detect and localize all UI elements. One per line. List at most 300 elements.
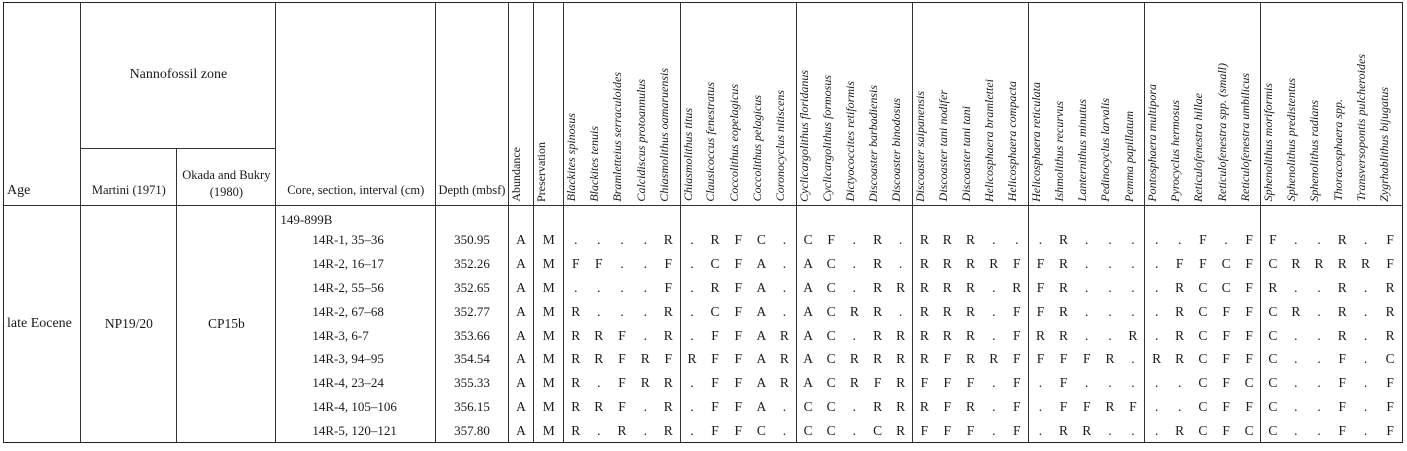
species-occurrence: R — [889, 276, 912, 300]
species-occurrence: R — [1291, 255, 1301, 271]
species-occurrence: . — [620, 232, 624, 248]
species-occurrence: R — [657, 300, 680, 324]
species-occurrence: R — [657, 228, 680, 252]
species-occurrence: C — [826, 303, 836, 319]
species-occurrence: . — [1108, 423, 1112, 439]
species-occurrence: . — [1038, 375, 1043, 391]
species-occurrence: R — [594, 399, 604, 415]
species-occurrence: . — [597, 423, 601, 439]
species-occurrence: F — [1005, 252, 1028, 276]
species-occurrence: . — [773, 228, 796, 252]
species-occurrence: R — [1385, 303, 1395, 319]
species-occurrence: C — [1198, 351, 1208, 367]
species-occurrence: . — [773, 300, 796, 324]
species-occurrence: A — [756, 327, 767, 343]
species-occurrence: . — [690, 279, 694, 295]
species-occurrence: F — [1386, 232, 1394, 248]
species-name: Coccolithus eopelagicus — [726, 83, 741, 202]
species-occurrence: . — [1154, 303, 1159, 319]
species-occurrence: F — [1386, 399, 1394, 415]
species-occurrence: . — [992, 375, 996, 391]
species-occurrence: . — [852, 327, 857, 343]
species-occurrence: . — [1108, 375, 1112, 391]
species-occurrence: R — [571, 423, 581, 439]
species-occurrence: C — [803, 399, 813, 415]
species-occurrence: R — [571, 327, 581, 343]
species-occurrence: . — [852, 232, 857, 248]
species-occurrence: F — [1269, 232, 1277, 248]
species-occurrence: F — [1386, 375, 1394, 391]
species-occurrence: F — [1222, 375, 1230, 391]
species-name: Helicosphaera reticulata — [1029, 81, 1044, 202]
species-occurrence: F — [1036, 351, 1045, 367]
species-occurrence: . — [643, 232, 647, 248]
species-name: Bramletteius serraculoides — [610, 71, 625, 202]
species-occurrence: F — [1059, 375, 1068, 391]
species-occurrence: F — [657, 252, 680, 276]
species-occurrence: . — [1005, 228, 1028, 252]
species-occurrence: . — [1038, 423, 1043, 439]
depth-value: 352.77 — [436, 300, 509, 324]
species-occurrence: C — [1198, 423, 1208, 439]
species-occurrence: R — [1175, 351, 1185, 367]
abundance-value: A — [508, 276, 533, 300]
species-occurrence: R — [966, 327, 976, 343]
species-occurrence: C — [826, 375, 836, 391]
species-occurrence: R — [1035, 327, 1045, 343]
core-interval: 14R-3, 6-7 — [276, 324, 436, 348]
species-occurrence: . — [597, 232, 601, 248]
species-occurrence: R — [966, 232, 976, 248]
species-name: Reticulofenestra hillae — [1191, 92, 1206, 202]
species-occurrence: . — [690, 255, 694, 271]
species-occurrence: C — [803, 423, 813, 439]
species-name: Lanternithus minutus — [1075, 99, 1090, 202]
species-occurrence: R — [989, 255, 999, 271]
species-occurrence: F — [711, 351, 719, 367]
species-occurrence: R — [1175, 279, 1185, 295]
species-occurrence: R — [919, 303, 929, 319]
species-occurrence: F — [1199, 232, 1207, 248]
species-occurrence: R — [1361, 255, 1371, 271]
species-occurrence: R — [919, 255, 929, 271]
species-occurrence: . — [1154, 399, 1159, 415]
table-frame — [3, 2, 1403, 443]
species-occurrence: R — [873, 303, 883, 319]
species-occurrence: . — [1177, 399, 1182, 415]
species-occurrence: . — [643, 255, 647, 271]
species-occurrence: F — [1122, 395, 1145, 419]
species-occurrence: R — [1337, 232, 1347, 248]
species-occurrence: F — [1238, 347, 1261, 371]
species-occurrence: C — [1238, 371, 1261, 395]
species-occurrence: R — [919, 232, 929, 248]
species-occurrence: R — [919, 351, 929, 367]
species-occurrence: . — [1108, 303, 1112, 319]
species-occurrence: . — [620, 303, 624, 319]
species-occurrence: R — [773, 347, 796, 371]
species-occurrence: F — [711, 375, 719, 391]
species-occurrence: R — [1175, 423, 1185, 439]
species-occurrence: F — [734, 255, 742, 271]
species-occurrence: R — [966, 399, 976, 415]
species-occurrence: F — [734, 375, 742, 391]
species-occurrence: F — [1005, 324, 1028, 348]
core-interval: 14R-2, 55–56 — [276, 276, 436, 300]
species-name: Pedinocyclus larvalis — [1098, 97, 1113, 202]
species-occurrence: F — [1338, 423, 1347, 439]
species-occurrence: A — [756, 351, 767, 367]
species-name: Pemma papillatum — [1121, 110, 1136, 202]
abundance-value: A — [508, 228, 533, 252]
species-occurrence: F — [1175, 255, 1184, 271]
species-occurrence: F — [734, 303, 742, 319]
species-occurrence: . — [1108, 232, 1112, 248]
species-occurrence: F — [1222, 423, 1230, 439]
species-occurrence: . — [643, 423, 647, 439]
species-occurrence: . — [1122, 300, 1145, 324]
species-name: Reticulofenestra umbilicus — [1237, 73, 1252, 202]
species-occurrence: R — [1005, 276, 1028, 300]
species-occurrence: F — [1199, 255, 1207, 271]
species-occurrence: . — [1154, 232, 1159, 248]
species-occurrence: R — [873, 279, 883, 295]
species-occurrence: . — [1363, 399, 1368, 415]
species-occurrence: C — [1198, 375, 1208, 391]
species-occurrence: F — [920, 423, 929, 439]
species-occurrence: R — [873, 351, 883, 367]
species-occurrence: . — [1154, 375, 1159, 391]
species-occurrence: . — [889, 300, 912, 324]
species-occurrence: F — [734, 423, 742, 439]
species-name: Discoaster tani nodifer — [935, 90, 950, 202]
species-occurrence: R — [657, 371, 680, 395]
species-name: Helicosphaera bramlettei — [982, 78, 997, 202]
species-occurrence: R — [942, 255, 952, 271]
species-occurrence: F — [1222, 399, 1230, 415]
abundance-value: A — [508, 347, 533, 371]
species-occurrence: R — [889, 419, 912, 443]
species-occurrence: F — [943, 423, 952, 439]
species-name: Ishmolithus recurvus — [1051, 100, 1066, 202]
species-occurrence: F — [943, 351, 952, 367]
species-occurrence: R — [640, 351, 650, 367]
species-occurrence: . — [1363, 279, 1368, 295]
species-occurrence: . — [1317, 327, 1321, 343]
species-occurrence: . — [1317, 399, 1321, 415]
species-occurrence: R — [966, 351, 976, 367]
species-occurrence: . — [643, 303, 647, 319]
species-name: Pontosphaera multipora — [1145, 83, 1160, 202]
species-occurrence: F — [1222, 303, 1230, 319]
species-occurrence: R — [889, 371, 912, 395]
core-header: Core, section, interval (cm) — [276, 2, 436, 205]
abundance-value: A — [508, 419, 533, 443]
species-occurrence: F — [1386, 255, 1394, 271]
species-occurrence: R — [1105, 399, 1115, 415]
species-occurrence: C — [1198, 399, 1208, 415]
species-occurrence: F — [873, 375, 882, 391]
core-interval: 14R-2, 16–17 — [276, 252, 436, 276]
species-occurrence: R — [710, 232, 720, 248]
species-occurrence: F — [1238, 276, 1261, 300]
species-occurrence: . — [1122, 419, 1145, 443]
preservation-value: M — [534, 228, 564, 252]
species-occurrence: F — [1238, 300, 1261, 324]
species-occurrence: . — [1154, 255, 1159, 271]
species-occurrence: . — [1317, 232, 1321, 248]
species-occurrence: . — [1085, 303, 1089, 319]
species-occurrence: C — [756, 423, 766, 439]
species-occurrence: . — [1363, 375, 1368, 391]
species-occurrence: R — [1337, 279, 1347, 295]
species-name: Pyrocyclus hermosus — [1168, 99, 1183, 202]
species-occurrence: R — [942, 232, 952, 248]
hole-label: 149-899B — [276, 205, 436, 228]
species-occurrence: . — [574, 279, 578, 295]
species-occurrence: . — [1122, 371, 1145, 395]
species-occurrence: . — [1363, 423, 1368, 439]
species-occurrence: . — [1363, 303, 1368, 319]
species-occurrence: R — [617, 423, 627, 439]
species-occurrence: . — [1122, 276, 1145, 300]
species-occurrence: F — [1238, 324, 1261, 348]
species-occurrence: F — [734, 327, 742, 343]
species-occurrence: . — [643, 279, 647, 295]
species-occurrence: R — [1291, 303, 1301, 319]
depth-value: 357.80 — [436, 419, 509, 443]
species-occurrence: C — [1268, 399, 1278, 415]
species-occurrence: . — [690, 303, 694, 319]
age-value: late Eocene — [3, 205, 81, 443]
preservation-value: M — [534, 252, 564, 276]
species-occurrence: R — [1152, 351, 1162, 367]
core-interval: 14R-3, 94–95 — [276, 347, 436, 371]
species-occurrence: . — [1085, 255, 1089, 271]
species-occurrence: R — [1268, 279, 1278, 295]
species-occurrence: R — [873, 327, 883, 343]
species-name: Thoracosphaera spp. — [1330, 99, 1345, 202]
species-occurrence: R — [657, 395, 680, 419]
species-occurrence: R — [1175, 327, 1185, 343]
species-occurrence: F — [920, 375, 929, 391]
species-occurrence: . — [643, 327, 647, 343]
species-occurrence: F — [1036, 303, 1045, 319]
species-name: Discoaster tani tani — [958, 106, 973, 202]
abundance-value: A — [508, 371, 533, 395]
species-occurrence: F — [1338, 351, 1347, 367]
depth-value: 350.95 — [436, 228, 509, 252]
abundance-value: A — [508, 300, 533, 324]
species-occurrence: F — [966, 375, 975, 391]
species-occurrence: C — [1198, 303, 1208, 319]
martini-header: Martini (1971) — [81, 148, 177, 205]
species-occurrence: R — [942, 279, 952, 295]
species-occurrence: R — [1058, 303, 1068, 319]
species-occurrence: F — [572, 255, 580, 271]
species-occurrence: A — [756, 303, 767, 319]
species-occurrence: A — [803, 375, 814, 391]
species-occurrence: . — [992, 232, 996, 248]
species-occurrence: . — [574, 232, 578, 248]
species-occurrence: . — [773, 419, 796, 443]
species-occurrence: . — [1108, 255, 1112, 271]
species-occurrence: C — [1268, 255, 1278, 271]
preservation-value: M — [534, 347, 564, 371]
species-occurrence: R — [1058, 279, 1068, 295]
species-occurrence: . — [889, 252, 912, 276]
species-occurrence: F — [1005, 300, 1028, 324]
species-occurrence: A — [756, 399, 767, 415]
species-occurrence: . — [690, 399, 694, 415]
species-name: Chiasmolithus titus — [680, 108, 695, 202]
species-occurrence: A — [803, 303, 814, 319]
species-occurrence: R — [1175, 303, 1185, 319]
species-occurrence: C — [710, 255, 720, 271]
species-occurrence: . — [1122, 347, 1145, 371]
species-occurrence: F — [1338, 399, 1347, 415]
species-occurrence: F — [618, 327, 626, 343]
species-occurrence: R — [889, 347, 912, 371]
species-occurrence: F — [1005, 419, 1028, 443]
species-occurrence: . — [1317, 351, 1321, 367]
species-occurrence: F — [1005, 371, 1028, 395]
species-occurrence: R — [873, 399, 883, 415]
species-occurrence: . — [1085, 327, 1089, 343]
species-occurrence: F — [618, 351, 626, 367]
species-occurrence: . — [690, 423, 694, 439]
species-occurrence: R — [773, 371, 796, 395]
core-interval: 14R-1, 35–36 — [276, 228, 436, 252]
species-occurrence: R — [571, 351, 581, 367]
species-occurrence: R — [640, 375, 650, 391]
species-occurrence: F — [1338, 375, 1347, 391]
species-occurrence: . — [1108, 279, 1112, 295]
species-occurrence: F — [1005, 347, 1028, 371]
species-name: Chiasmolithus oamaruensis — [656, 67, 671, 202]
preservation-label: Preservation — [534, 141, 549, 202]
species-occurrence: R — [1385, 327, 1395, 343]
species-occurrence: F — [1036, 255, 1045, 271]
species-occurrence: C — [803, 232, 813, 248]
species-name: Discoaster barbadiensis — [865, 84, 880, 202]
species-occurrence: R — [773, 324, 796, 348]
martini-value: NP19/20 — [81, 205, 177, 443]
species-occurrence: R — [1058, 232, 1068, 248]
species-occurrence: F — [1082, 351, 1091, 367]
species-occurrence: R — [1058, 423, 1068, 439]
species-occurrence: F — [734, 399, 742, 415]
species-occurrence: . — [992, 303, 996, 319]
species-occurrence: . — [690, 327, 694, 343]
species-occurrence: R — [1337, 255, 1347, 271]
species-occurrence: C — [826, 255, 836, 271]
nannofossil-zone-header: Nannofossil zone — [81, 2, 276, 148]
core-interval: 14R-5, 120–121 — [276, 419, 436, 443]
species-occurrence: . — [1224, 232, 1228, 248]
species-occurrence: R — [889, 395, 912, 419]
species-occurrence: C — [1268, 327, 1278, 343]
species-occurrence: . — [1317, 423, 1321, 439]
species-name: Coronocyclus nitiscens — [773, 90, 788, 202]
species-name: Cyclicargolithus formosus — [819, 74, 834, 202]
core-interval: 14R-4, 105–106 — [276, 395, 436, 419]
species-occurrence: R — [657, 419, 680, 443]
species-occurrence: . — [597, 303, 601, 319]
species-occurrence: R — [594, 351, 604, 367]
preservation-value: M — [534, 276, 564, 300]
depth-value: 354.54 — [436, 347, 509, 371]
species-occurrence: R — [966, 255, 976, 271]
species-occurrence: R — [571, 399, 581, 415]
species-occurrence: F — [711, 399, 719, 415]
species-occurrence: F — [1036, 279, 1045, 295]
abundance-value: A — [508, 395, 533, 419]
depth-value: 352.26 — [436, 252, 509, 276]
species-occurrence: C — [710, 303, 720, 319]
species-occurrence: . — [1294, 327, 1298, 343]
species-name: Cyclicargolithus floridanus — [796, 69, 811, 202]
species-occurrence: . — [1085, 279, 1089, 295]
depth-value: 352.65 — [436, 276, 509, 300]
species-occurrence: . — [597, 279, 601, 295]
species-occurrence: R — [942, 303, 952, 319]
species-occurrence: C — [1198, 279, 1208, 295]
species-occurrence: . — [597, 375, 601, 391]
species-occurrence: F — [1059, 351, 1068, 367]
species-occurrence: R — [1122, 324, 1145, 348]
species-occurrence: R — [687, 351, 697, 367]
species-occurrence: . — [889, 228, 912, 252]
species-occurrence: C — [1268, 375, 1278, 391]
preservation-value: M — [534, 419, 564, 443]
species-occurrence: C — [826, 423, 836, 439]
species-occurrence: F — [827, 232, 835, 248]
species-name: Discoaster saipanensis — [912, 90, 927, 202]
species-occurrence: . — [1108, 327, 1112, 343]
species-occurrence: R — [571, 375, 581, 391]
species-occurrence: . — [852, 279, 857, 295]
species-occurrence: R — [1105, 351, 1115, 367]
species-occurrence: R — [1337, 327, 1347, 343]
species-occurrence: . — [852, 255, 857, 271]
species-occurrence: R — [1082, 423, 1092, 439]
preservation-value: M — [534, 371, 564, 395]
species-name: Helicosphaera compacta — [1005, 81, 1020, 202]
species-occurrence: . — [1154, 327, 1159, 343]
core-interval: 14R-2, 67–68 — [276, 300, 436, 324]
species-occurrence: . — [1085, 375, 1089, 391]
species-occurrence: . — [1085, 232, 1089, 248]
species-occurrence: . — [1154, 423, 1159, 439]
species-occurrence: F — [711, 423, 719, 439]
species-occurrence: . — [1294, 423, 1298, 439]
species-occurrence: F — [943, 399, 952, 415]
species-occurrence: . — [690, 375, 694, 391]
species-occurrence: R — [657, 324, 680, 348]
species-occurrence: . — [620, 255, 624, 271]
species-name: Blackites tenuis — [587, 125, 602, 202]
species-name: Reticulofenestra spp. (small) — [1214, 63, 1229, 202]
species-occurrence: . — [992, 399, 996, 415]
species-occurrence: C — [1221, 279, 1231, 295]
species-occurrence: A — [803, 351, 814, 367]
species-occurrence: F — [618, 399, 626, 415]
species-occurrence: . — [1363, 351, 1368, 367]
species-occurrence: R — [849, 351, 859, 367]
species-occurrence: R — [1337, 303, 1347, 319]
species-occurrence: C — [1268, 423, 1278, 439]
